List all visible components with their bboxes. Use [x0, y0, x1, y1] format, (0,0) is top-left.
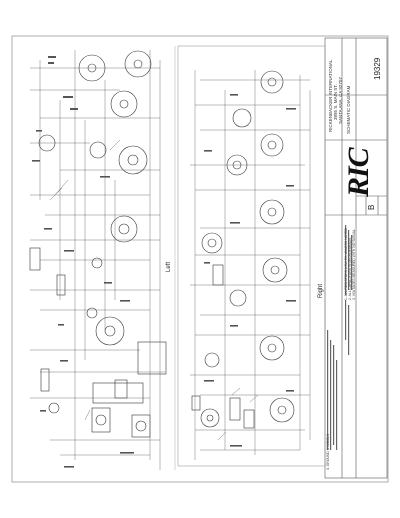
section-label-right: Right — [318, 283, 324, 298]
left-section-wiring — [30, 50, 165, 470]
right-section-components — [192, 71, 294, 428]
note-1: 1. ALL RESISTORS 1/4W 5% UNLESS NOTED — [344, 228, 348, 300]
note-3: 3. VOLTAGES MEASURED WITH NO SIGNAL — [352, 229, 356, 300]
section-label-left: Left — [166, 261, 172, 272]
note-4: 4. GROUND SYMBOLS — [326, 433, 330, 470]
revision-letter: B — [367, 204, 376, 210]
company-line-2: 3895 S. MAIN ST. — [333, 84, 338, 120]
company-line-1: RICKENBACKER INTERNATIONAL — [328, 59, 333, 132]
note-2: 2. ALL CAPACITORS IN MICROFARADS — [348, 237, 352, 300]
right-section-wiring — [190, 70, 310, 460]
right-section-text-marks — [204, 94, 296, 447]
left-section-components — [30, 51, 166, 437]
drawing-number: 19329 — [373, 57, 382, 80]
drawing-title: SCHEMATIC DIAGRAM — [346, 85, 351, 134]
company-logo: RIC — [342, 148, 375, 197]
left-section-text-marks — [32, 56, 134, 468]
company-line-3: SANTA ANA, CA 92707 — [338, 77, 343, 124]
